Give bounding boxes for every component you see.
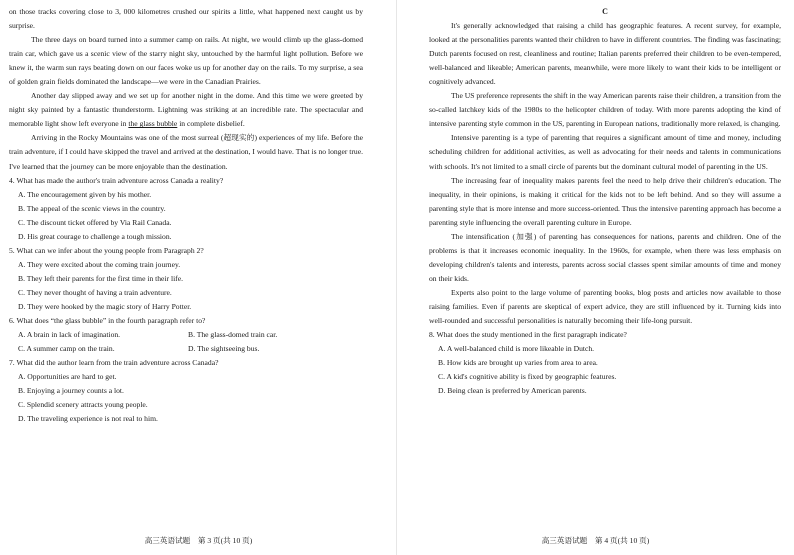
option-4c: C. The discount ticket offered by Via Rail Canada. (18, 217, 172, 227)
question-8: 8. What does the study mentioned in the first paragraph indicate? (429, 330, 627, 340)
passage-paragraph: The intensification (加强) of parenting has consequences for nations, parents and children. One of the problems is that it increases economic inequality. In the 1960s, for example, when there was less emphasis on developing children's talents and interests, parents across social classes spent similar amounts of time and money on their kids. (429, 231, 781, 283)
option-4a: A. The encouragement given by his mother. (18, 189, 152, 199)
option-6d: D. The sightseeing bus. (188, 344, 260, 354)
option-8a: A. A well-balanced child is more likeable in Dutch. (438, 344, 595, 354)
option-7c: C. Splendid scenery attracts young people. (18, 400, 148, 410)
passage-paragraph: Intensive parenting is a type of parenting that requires a significant amount of time and money, including scheduling children for additional activities, as well as advocating for their needs and talents in communications with schools. It's not limited to a small circle of parents but the dominant cultural model of parenting in the US. (429, 133, 781, 171)
question-7: 7. What did the author learn from the train adventure across Canada? (9, 358, 219, 368)
left-column (9, 5, 363, 426)
options-6ab (9, 328, 363, 342)
passage-paragraph (9, 89, 363, 131)
right-page (397, 0, 794, 555)
question-4: 4. What has made the author's train adventure across Canada a reality? (9, 175, 224, 185)
option-6c: C. A summer camp on the train. (18, 344, 115, 354)
section-heading: C (602, 7, 608, 16)
question-5: 5. What can we infer about the young people from Paragraph 2? (9, 245, 204, 255)
option-7a: A. Opportunities are hard to get. (18, 372, 117, 382)
passage-paragraph: The US preference represents the shift in the way American parents raise their children, a transition from the so-called latchkey kids of the 1980s to the helicopter children of today. With more parents adopting the kind of intensive parenting style common in the US, parenting in European nations, traditionally more relaxed, is changing. (429, 91, 781, 129)
right-column (429, 5, 781, 398)
option-6b: B. The glass-domed train car. (188, 330, 278, 340)
passage-paragraph: The three days on board turned into a summer camp on rails. At night, we would climb up the glass-domed train car, which gave us a scenic view of the starry night sky, untouched by the harmful light pollution. Before we knew it, the warm sun rays beating down on our faces woke us up for another day on the rails. To my surprise, a sea of golden grain fields dominated the landscape—we were in the Canadian Prairies. (9, 35, 363, 87)
option-8b: B. How kids are brought up varies from area to area. (438, 358, 598, 368)
option-5b: B. They left their parents for the first time in their life. (18, 273, 183, 283)
option-5d: D. They were hooked by the magic story of Harry Potter. (18, 301, 192, 311)
page-footer: 高三英语试题 第 3 页(共 10 页) (144, 536, 253, 545)
paragraph-text: in complete disbelief. (177, 119, 245, 129)
question-6: 6. What does “the glass bubble” in the fourth paragraph refer to? (9, 316, 206, 326)
passage-paragraph: Arriving in the Rocky Mountains was one of the most surreal (超现实的) experiences of my life. Before the train adventure, if I could have skipped the travel and arrived at the destination, I would have. That is no longer true. I've learned that the journey can be more enjoyable than the destination. (9, 133, 363, 171)
paragraph-text: Another day slipped away and we set up for another night in the dome. And this time we were greeted by night sky painted by a fantastic thunderstorm. Lightning was striking at an incredible rate. The spectacular and memorable light show left everyone in (9, 91, 363, 129)
option-7b: B. Enjoying a journey counts a lot. (18, 386, 124, 396)
passage-paragraph: It's generally acknowledged that raising a child has geographic features. A recent survey, for example, looked at the personalities parents wanted their children to have in different countries. The finding was fascinating; Dutch parents focused on rest, cleanliness and routine; Italian parents preferred their children to be even-tempered, well-balanced and likeable; American parents, meanwhile, were more likely to want their kids to be intelligent or cognitively advanced. (429, 21, 781, 87)
option-8c: C. A kid's cognitive ability is fixed by geographic features. (438, 372, 617, 382)
option-4b: B. The appeal of the scenic views in the country. (18, 203, 166, 213)
option-4d: D. His great courage to challenge a tough mission. (18, 231, 172, 241)
passage-paragraph: on those tracks covering close to 3, 000 kilometres crushed our spirits a little, what happened next caught us by surprise. (9, 7, 363, 31)
passage-paragraph: Experts also point to the large volume of parenting books, blog posts and articles now available to those raising families. Even if parents are skeptical of expert advice, they are still influenced by it. Turning kids into well-rounded and successful personalities is naturally becoming their life-long pursuit. (429, 287, 781, 326)
option-5a: A. They were excited about the coming train journey. (18, 259, 181, 269)
page-footer: 高三英语试题 第 4 页(共 10 页) (541, 536, 650, 545)
option-7d: D. The traveling experience is not real to him. (18, 414, 158, 424)
passage-paragraph: The increasing fear of inequality makes parents feel the need to help drive their children's education. The inequality, in their opinions, is making it critical for the kids not to be left behind. And so they will assume a parenting style that is more intense and more success-oriented. Thus the intensive parenting approach has become a parenting style influencing the overall parenting culture in Europe. (429, 175, 781, 227)
options-6cd (9, 342, 363, 356)
option-5c: C. They never thought of having a train adventure. (18, 287, 172, 297)
option-8d: D. Being clean is preferred by American parents. (438, 386, 587, 396)
underlined-phrase: the glass bubble (128, 119, 178, 129)
option-6a: A. A brain in lack of imagination. (18, 330, 121, 340)
